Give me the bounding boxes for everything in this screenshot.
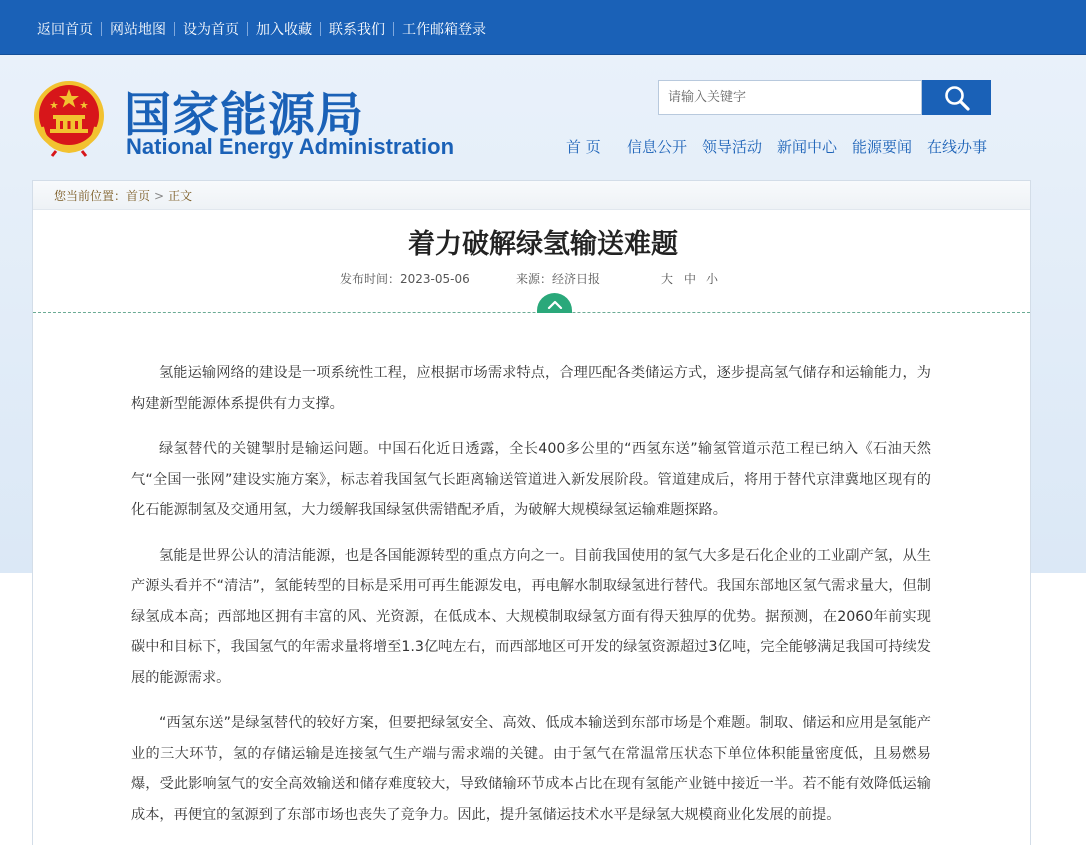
nav-info-disclosure[interactable]: 信息公开 [627,138,688,156]
nav-energy-news[interactable]: 能源要闻 [852,138,913,156]
nav-home[interactable]: 首 页 [566,138,601,156]
article-title: 着力破解绿氢输送难题 [408,229,678,260]
main-nav [0,136,1086,156]
search-button[interactable] [922,80,991,115]
logo-english-name: National Energy Administration [126,134,455,159]
breadcrumb-separator: > [154,189,165,203]
article-paragraph: 氢能运输网络的建设是一项系统性工程，应根据市场需求特点，合理匹配各类储运方式，逐步提高氢气储存和运输能力，为构建新型能源体系提供有力支撑。 [131,365,931,412]
publish-time: 发布时间：2023-05-06 [340,272,470,286]
article-paragraph: “西氢东送”是绿氢替代的较好方案，但要把绿氢安全、高效、低成本输送到东部市场是个难题。制取、储运和应用是氢能产业的三大环节，氢的存储运输是连接氢气生产端与需求端的关键。由于氢气在常温常压状态下单位体积能量密度低，且易燃易爆，受此影响氢气的安全高效输送和储存难度较大，导致储输环节成本占比在现有氢能产业链中接近一半。若不能有效降低运输成本，再便宜的氢源到了东部市场也丧失了竞争力。因此，提升氢储运技术水平是绿氢大规模商业化发展的前提。 [131,715,931,823]
search-input[interactable] [658,80,922,115]
breadcrumb-home-link[interactable]: 首页 [126,189,151,203]
font-size-medium[interactable]: 中 [684,272,697,286]
breadcrumb [33,181,1030,210]
top-bar [0,0,1086,55]
top-link-divider [393,22,394,36]
top-link-divider [320,22,321,36]
top-link-divider [101,22,102,36]
top-link-set-homepage[interactable]: 设为首页 [183,22,239,38]
chevron-up-icon [547,300,563,309]
article-paragraph: 氢能是世界公认的清洁能源，也是各国能源转型的重点方向之一。目前我国使用的氢气大多是石化企业的工业副产氢，从生产源头看并不“清洁”，氢能转型的目标是采用可再生能源发电，再电解水制取绿氢进行替代。我国东部地区氢气需求量大，但制绿氢成本高；西部地区拥有丰富的风、光资源，在低成本、大规模制取绿氢方面有得天独厚的优势。据预测，在2060年前实现碳中和目标下，我国氢气的年需求量将增至1.3亿吨左右，而西部地区可开发的绿氢资源超过3亿吨，完全能够满足我国可持续发展的能源需求。 [131,547,931,686]
font-size-small[interactable]: 小 [706,272,719,286]
top-link-home[interactable]: 返回首页 [37,22,93,38]
search-icon [944,85,970,111]
logo-chinese-name: 国家能源局 [124,88,364,143]
top-link-mail-login[interactable]: 工作邮箱登录 [402,22,486,38]
top-link-sitemap[interactable]: 网站地图 [110,22,166,38]
top-link-divider [174,22,175,36]
top-link-favorite[interactable]: 加入收藏 [256,22,312,38]
font-size-large[interactable]: 大 [661,272,674,286]
article-paragraph: 绿氢替代的关键掣肘是输运问题。中国石化近日透露，全长400多公里的“西氢东送”输氢管道示范工程已纳入《石油天然气“全国一张网”建设实施方案》，标志着我国氢气长距离输送管道进入新发展阶段。管道建成后，将用于替代京津冀地区现有的化石能源制氢及交通用氢，大力缓解我国绿氢供需错配矛盾，为破解大规模绿氢运输难题探路。 [131,441,931,518]
top-links [37,19,486,39]
nav-leader-activities[interactable]: 领导活动 [702,138,763,156]
breadcrumb-current: 正文 [168,189,193,203]
top-link-contact[interactable]: 联系我们 [329,22,385,38]
content-divider [33,312,1030,313]
breadcrumb-prefix: 您当前位置： [54,189,127,203]
nav-online-services[interactable]: 在线办事 [927,138,988,156]
top-link-divider [247,22,248,36]
article-source: 来源：经济日报 [516,272,601,286]
article-body [131,358,931,845]
nav-news-center[interactable]: 新闻中心 [777,138,838,156]
